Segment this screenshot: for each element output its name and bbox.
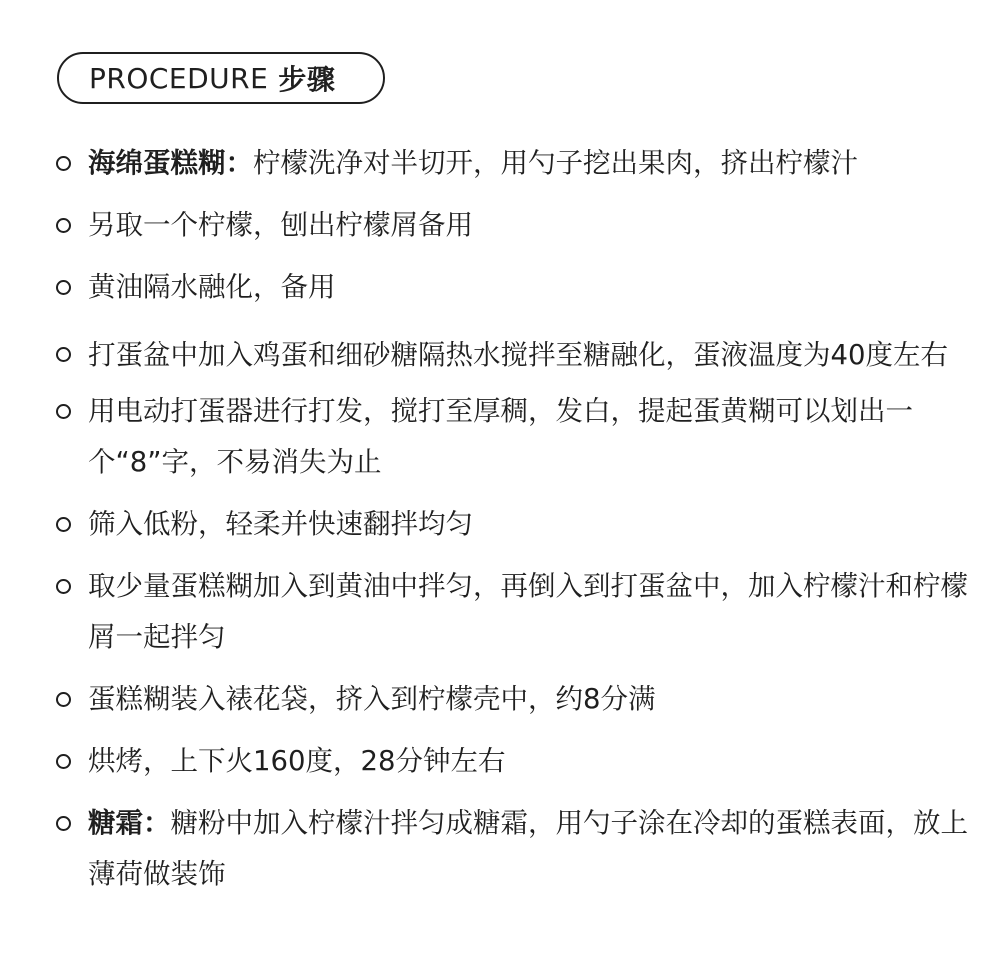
step-item-4 [55,324,970,386]
step-item-8 [55,674,970,725]
hollow-circle-bullet-icon [56,517,71,532]
step-item-3 [55,262,970,313]
section-header-pill [57,52,385,104]
step-text: 另取一个柠檬，刨出柠檬屑备用 [88,209,473,241]
hollow-circle-bullet-icon [56,347,71,362]
hollow-circle-bullet-icon [56,404,71,419]
step-item-9 [55,736,970,787]
step-text: 烘烤，上下火160度，28分钟左右 [88,745,506,777]
hollow-circle-bullet-icon [56,816,71,831]
step-text: 蛋糕糊装入裱花袋，挤入到柠檬壳中，约8分满 [88,683,656,715]
hollow-circle-bullet-icon [56,280,71,295]
step-item-1 [55,138,970,189]
step-item-5 [55,386,970,488]
step-text: 用电动打蛋器进行打发，搅打至厚稠，发白，提起蛋黄糊可以划出一个“8”字，不易消失为止 [88,395,913,478]
section-title-zh: 步骤 [278,63,336,96]
hollow-circle-bullet-icon [56,692,71,707]
section-title-en: PROCEDURE [89,61,269,95]
step-lead-label: 糖霜： [88,807,171,839]
hollow-circle-bullet-icon [56,579,71,594]
hollow-circle-bullet-icon [56,156,71,171]
step-text: 筛入低粉，轻柔并快速翻拌均匀 [88,508,473,540]
step-item-7 [55,561,970,663]
hollow-circle-bullet-icon [56,218,71,233]
step-item-2 [55,200,970,251]
step-item-10 [55,798,970,900]
step-text: 打蛋盆中加入鸡蛋和细砂糖隔热水搅拌至糖融化，蛋液温度为40度左右 [88,339,948,371]
step-item-6 [55,499,970,550]
procedure-step-list [55,138,970,911]
step-text: 糖粉中加入柠檬汁拌匀成糖霜，用勺子涂在冷却的蛋糕表面，放上薄荷做装饰 [88,807,968,890]
step-lead-label: 海绵蛋糕糊： [88,147,253,179]
step-text: 柠檬洗净对半切开，用勺子挖出果肉，挤出柠檬汁 [253,147,858,179]
hollow-circle-bullet-icon [56,754,71,769]
step-text: 黄油隔水融化，备用 [88,271,336,303]
step-text: 取少量蛋糕糊加入到黄油中拌匀，再倒入到打蛋盆中，加入柠檬汁和柠檬屑一起拌匀 [88,570,968,653]
